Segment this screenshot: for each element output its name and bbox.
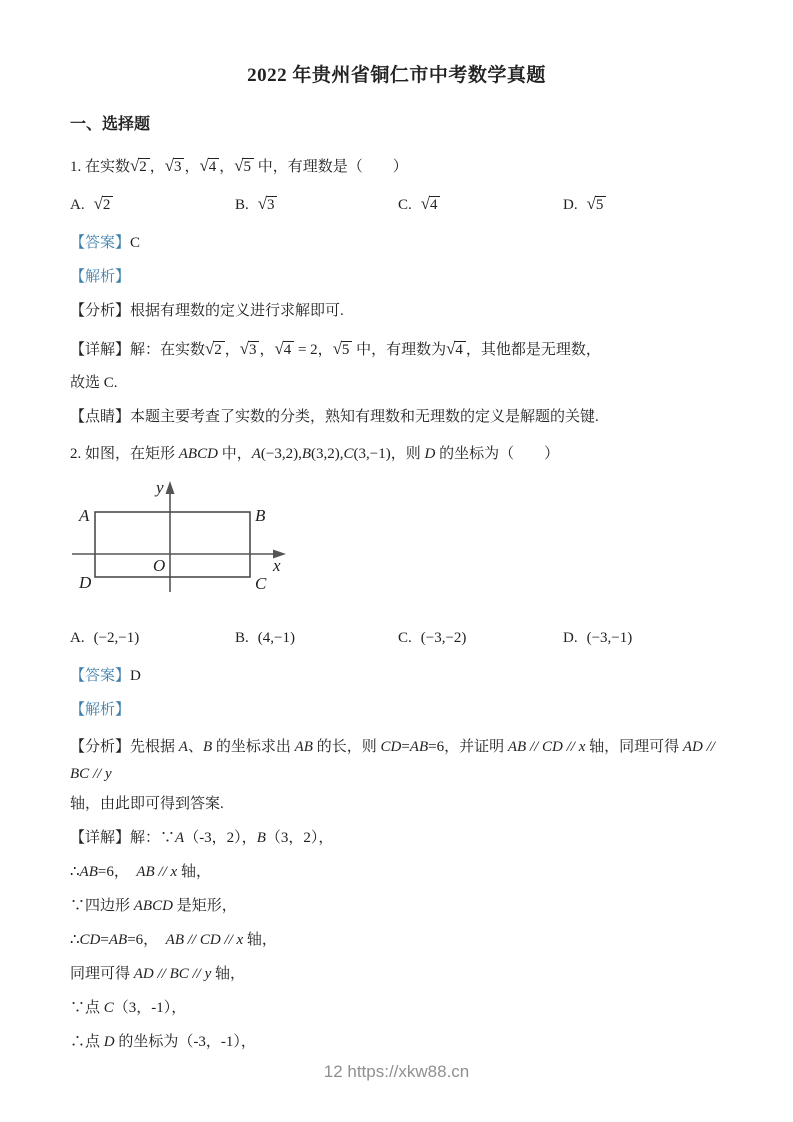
sqrt-expression: √2 bbox=[130, 159, 150, 175]
q2-detail-line-7: ∴点 D 的坐标为（-3，-1）， bbox=[70, 1034, 256, 1050]
q1-option-b: B. √3 bbox=[235, 190, 398, 219]
sqrt-expression: √4 bbox=[274, 342, 294, 358]
q2-analysis-label-line bbox=[70, 700, 723, 721]
q1-analysis-label-line bbox=[70, 267, 723, 288]
section-heading: 一、选择题 bbox=[70, 116, 151, 133]
q2-coordinate-diagram bbox=[70, 477, 723, 605]
q2-answer-value: D bbox=[130, 668, 141, 684]
sqrt-expression: √4 bbox=[446, 342, 466, 358]
question-1-options bbox=[70, 190, 723, 219]
answer-label: 【答案】 bbox=[70, 235, 131, 251]
sqrt-expression: √3 bbox=[258, 197, 278, 213]
label-origin: O bbox=[153, 556, 166, 575]
sqrt-expression: √3 bbox=[240, 342, 260, 358]
sqrt-expression: √4 bbox=[199, 159, 219, 175]
q1-conclusion-line: 故选 C. bbox=[70, 375, 118, 391]
q2-fenxi-line-1: 【分析】先根据 A、B 的坐标求出 AB 的长，则 CD=AB=6，并证明 AB // CD // x 轴，同理可得 AD // BC // y bbox=[70, 739, 715, 782]
sqrt-expression: √2 bbox=[94, 197, 114, 213]
rectangle-axes-figure bbox=[70, 477, 362, 605]
analysis-label: 【解析】 bbox=[70, 269, 131, 285]
q2-option-d: D. (−3,−1) bbox=[563, 630, 633, 646]
y-axis-arrow-icon bbox=[166, 481, 175, 494]
q1-answer-line bbox=[70, 233, 723, 254]
sqrt-expression: √5 bbox=[333, 342, 353, 358]
question-2-options bbox=[70, 625, 723, 652]
q2-fenxi-line-2: 轴，由此即可得到答案. bbox=[70, 796, 224, 812]
q1-option-d: D. √5 bbox=[563, 190, 723, 219]
q1-dianjing-line: 【点睛】本题主要考查了实数的分类，熟知有理数和无理数的定义是解题的关键. bbox=[70, 409, 599, 425]
q1-fenxi-line: 【分析】根据有理数的定义进行求解即可. bbox=[70, 303, 344, 319]
q2-detail-line-3: ∵四边形 ABCD 是矩形， bbox=[70, 898, 237, 914]
label-point-d: D bbox=[79, 573, 92, 592]
sqrt-expression: √4 bbox=[421, 197, 441, 213]
q1-answer-value: C bbox=[130, 235, 141, 251]
sqrt-expression: √5 bbox=[234, 159, 254, 175]
q1-option-c: C. √4 bbox=[398, 190, 563, 219]
label-x-axis: x bbox=[273, 556, 281, 575]
label-y-axis: y bbox=[156, 478, 164, 497]
q1-option-a: A. √2 bbox=[70, 190, 235, 219]
label-point-b: B bbox=[255, 506, 266, 525]
sqrt-expression: √2 bbox=[205, 342, 225, 358]
q2-detail-line-5: 同理可得 AD // BC // y 轴， bbox=[70, 966, 246, 982]
analysis-label: 【解析】 bbox=[70, 702, 131, 718]
label-point-c: C bbox=[255, 574, 267, 593]
page-title: 2022 年贵州省铜仁市中考数学真题 bbox=[247, 65, 546, 86]
answer-label: 【答案】 bbox=[70, 668, 131, 684]
page-footer: 12 https://xkw88.cn bbox=[323, 1062, 470, 1081]
q2-detail-line-4: ∴CD=AB=6， AB // CD // x 轴， bbox=[70, 932, 277, 948]
q2-detail-line-1: 【详解】解：∵A（-3，2），B（3，2）， bbox=[70, 830, 334, 846]
sqrt-expression: √5 bbox=[587, 197, 607, 213]
question-1-statement: 1. 在实数√2 ，√3 ，√4 ，√5 中，有理数是（ ） bbox=[70, 156, 408, 175]
sqrt-expression: √3 bbox=[165, 159, 185, 175]
question-2-statement: 2. 如图，在矩形 ABCD 中，A(−3,2),B(3,2),C(3,−1)，则 D 的坐标为（ ） bbox=[70, 446, 560, 462]
q2-answer-line bbox=[70, 666, 723, 687]
q2-detail-line-2: ∴AB=6， AB // x 轴， bbox=[70, 864, 211, 880]
rectangle-abcd bbox=[95, 512, 250, 577]
q1-detail-line: 【详解】解：在实数√2 ，√3 ，√4 = 2，√5 中，有理数为√4 ，其他都是无理数， bbox=[70, 339, 601, 358]
q2-detail-line-6: ∵点 C（3，-1）， bbox=[70, 1000, 187, 1016]
q2-option-a: A. (−2,−1) bbox=[70, 630, 140, 646]
q2-option-b: B. (4,−1) bbox=[235, 630, 295, 646]
label-point-a: A bbox=[79, 506, 90, 525]
q2-option-c: C. (−3,−2) bbox=[398, 630, 467, 646]
